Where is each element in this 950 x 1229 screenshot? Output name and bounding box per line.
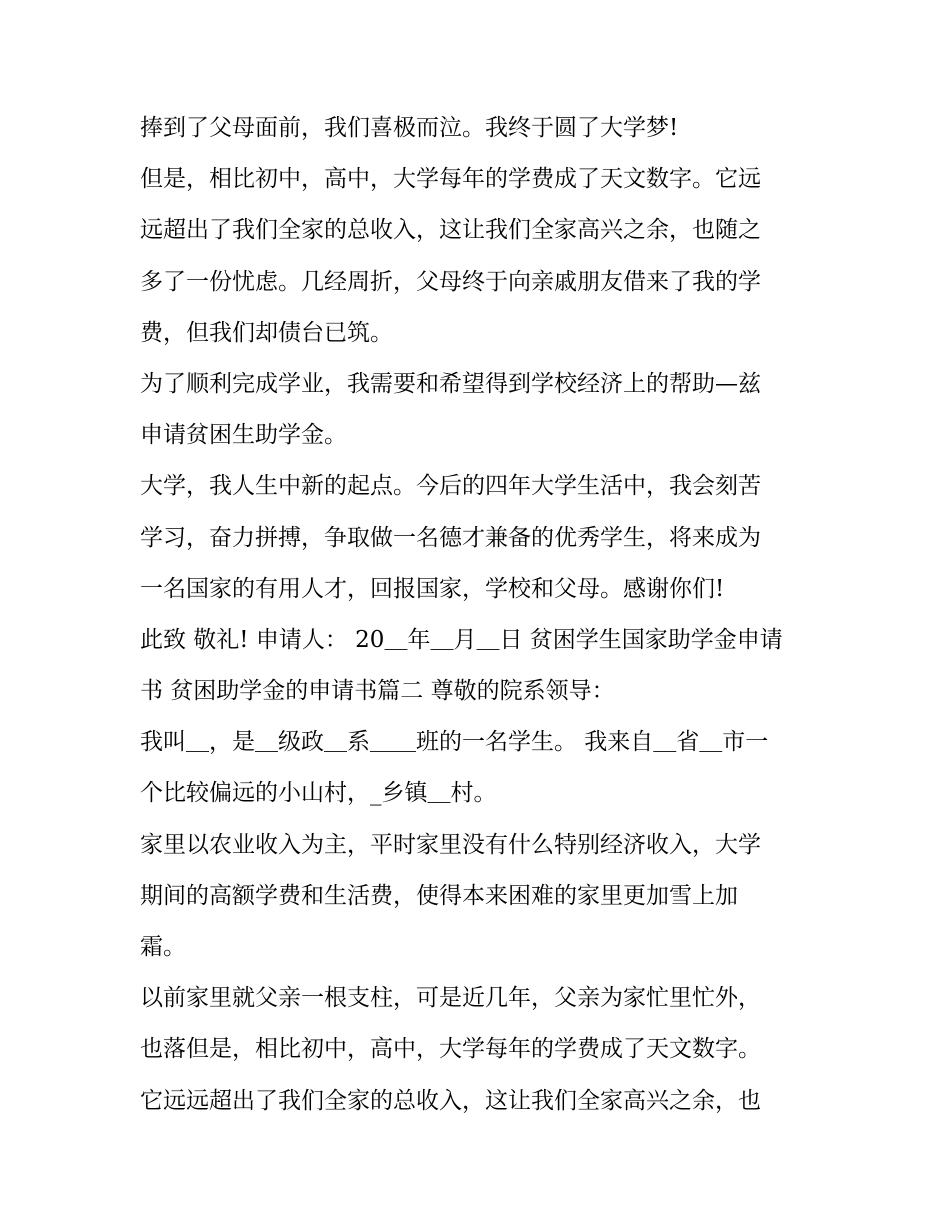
- text-line: 个比较偏远的小山村，_乡镇＿村。: [140, 780, 497, 807]
- document-page: [140, 103, 820, 1127]
- text-line: 霜。: [140, 934, 186, 960]
- text-line: 为了顺利完成学业，我需要和希望得到学校经济上的帮助—兹: [140, 370, 761, 397]
- text-line: 家里以农业收入为主，平时家里没有什么特别经济收入，大学: [140, 831, 761, 858]
- text-line: 申请贫困生助学金。: [140, 422, 347, 449]
- text-line: 此致 敬礼! 申请人： 20＿年＿月＿日 贫困学生国家助学金申请: [140, 626, 783, 653]
- text-line: 大学，我人生中新的起点。今后的四年大学生活中，我会刻苦: [140, 473, 761, 500]
- text-line: 多了一份忧虑。几经周折，父母终于向亲戚朋友借来了我的学: [140, 268, 761, 295]
- text-line: 一名国家的有用人才，回报国家，学校和父母。感谢你们!: [140, 575, 725, 602]
- text-line: 但是，相比初中，高中，大学每年的学费成了天文数字。它远: [140, 166, 761, 193]
- text-line: 以前家里就父亲一根支柱，可是近几年，父亲为家忙里忙外，: [140, 985, 761, 1012]
- text-line: 费，但我们却债台已筑。: [140, 319, 393, 346]
- text-line: 也落但是，相比初中，高中，大学每年的学费成了天文数字。: [140, 1036, 761, 1063]
- text-line: 远超出了我们全家的总收入，这让我们全家高兴之余，也随之: [140, 217, 761, 244]
- text-line: 它远远超出了我们全家的总收入，这让我们全家高兴之余，也: [140, 1087, 761, 1114]
- text-line: 书 贫困助学金的申请书篇二 尊敬的院系领导：: [140, 678, 615, 705]
- text-line: 期间的高额学费和生活费，使得本来困难的家里更加雪上加: [140, 882, 738, 909]
- text-line: 我叫＿，是＿级政＿系＿＿班的一名学生。 我来自＿省＿市一: [140, 729, 769, 756]
- text-line: 学习，奋力拼搏，争取做一名德才兼备的优秀学生，将来成为: [140, 524, 761, 551]
- text-line: 捧到了父母面前，我们喜极而泣。我终于圆了大学梦!: [140, 115, 679, 141]
